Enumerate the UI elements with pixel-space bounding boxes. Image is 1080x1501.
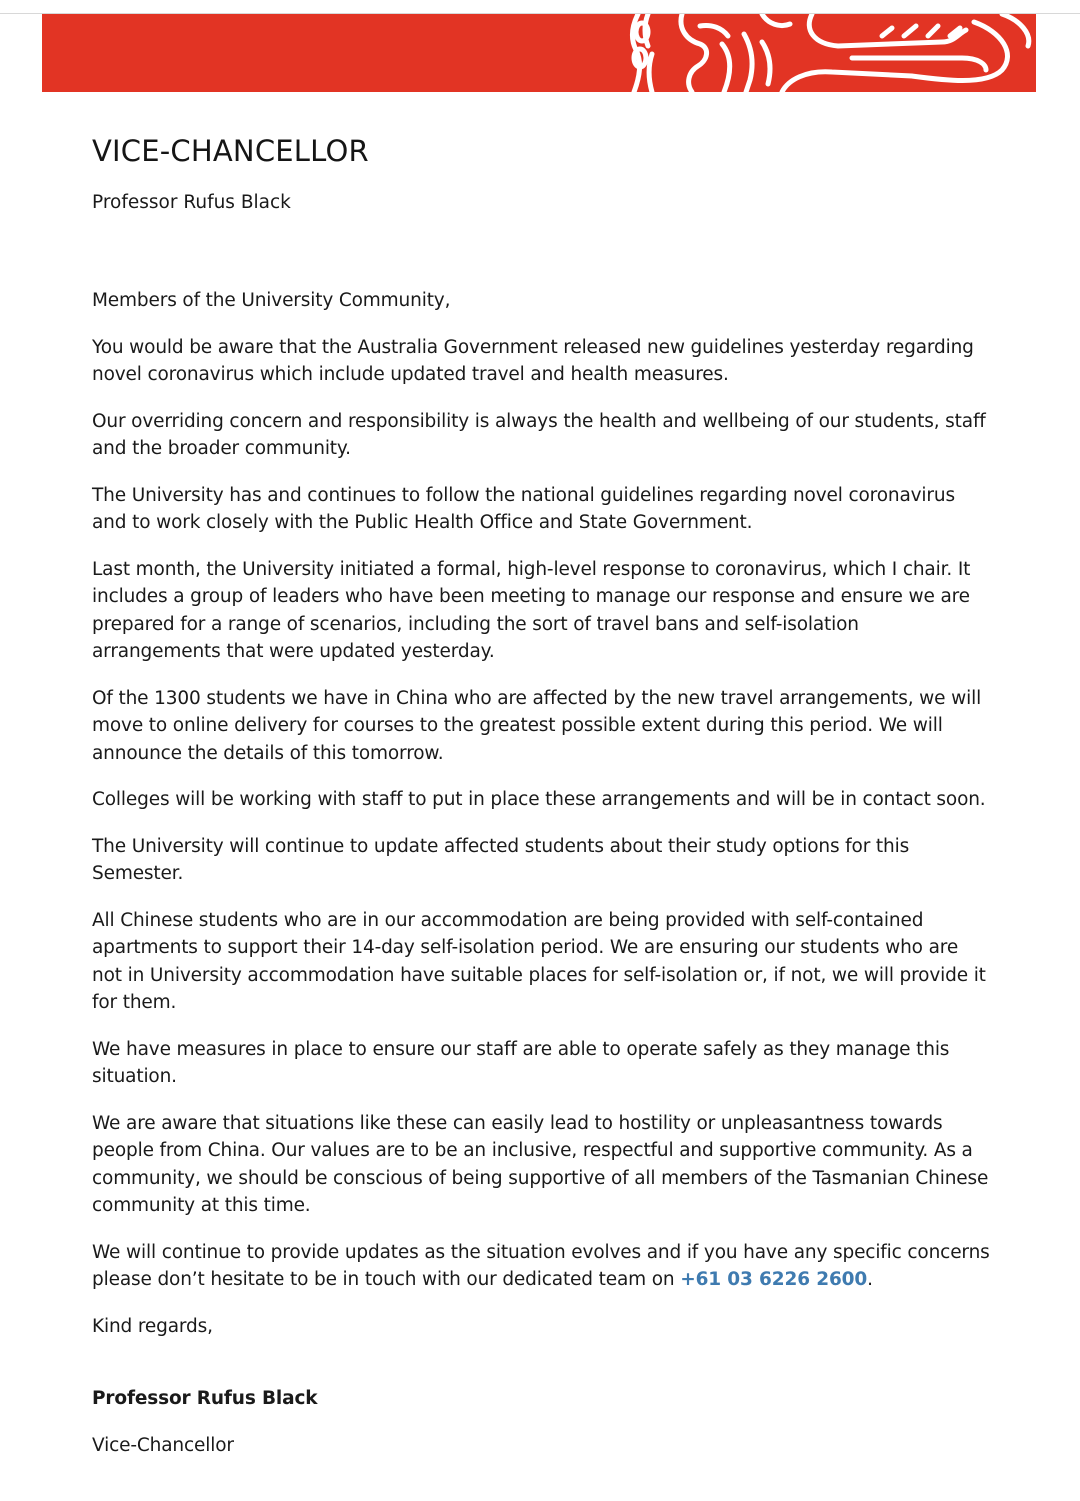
signature-name: Professor Rufus Black [92, 1388, 318, 1409]
contact-paragraph [92, 1239, 992, 1294]
author-subtitle: Professor Rufus Black [92, 192, 291, 213]
signature-role: Vice-Chancellor [92, 1434, 234, 1456]
lion-emblem-icon [582, 14, 1036, 92]
letter-body [92, 287, 992, 1478]
paragraph: All Chinese students who are in our accommodation are being provided with self-contained apartments to support their 14-day self-isolation period. We are ensuring our students who are not in University accommodation have suitable places for self-isolation or, if not, we will provide it for them. [92, 909, 986, 1013]
salutation: Members of the University Community, [92, 290, 451, 311]
contact-text: We will continue to provide updates as the situation evolves and if you have any specific concerns please don’t hesitate to be in touch with our dedicated team on [92, 1241, 990, 1290]
paragraph: Of the 1300 students we have in China who are affected by the new travel arrangements, we will move to online delivery for courses to the greatest possible extent during this period. We will announce the details of this tomorrow. [92, 687, 982, 764]
signature-block [92, 1385, 992, 1459]
paragraph: We have measures in place to ensure our staff are able to operate safely as they manage this situation. [92, 1038, 950, 1087]
contact-text-end: . [867, 1269, 873, 1290]
paragraph: Our overriding concern and responsibility is always the health and wellbeing of our students, staff and the broader community. [92, 410, 986, 459]
paragraph: Colleges will be working with staff to put in place these arrangements and will be in contact soon. [92, 789, 986, 810]
page-title: VICE-CHANCELLOR [92, 134, 369, 168]
phone-link[interactable]: +61 03 6226 2600 [680, 1269, 868, 1290]
closing: Kind regards, [92, 1315, 213, 1337]
paragraph: Last month, the University initiated a formal, high-level response to coronavirus, which I chair. It includes a group of leaders who have been meeting to manage our response and ensure we are prepared for a range of scenarios, including the sort of travel bans and self-isolation arrangements that were updated yesterday. [92, 558, 971, 662]
paragraph: The University will continue to update affected students about their study options for this Semester. [92, 835, 910, 884]
header-banner [42, 14, 1036, 92]
paragraph: You would be aware that the Australia Government released new guidelines yesterday regarding novel coronavirus which include updated travel and health measures. [92, 336, 974, 385]
paragraph: The University has and continues to follow the national guidelines regarding novel coronavirus and to work closely with the Public Health Office and State Government. [92, 484, 955, 533]
paragraph: We are aware that situations like these can easily lead to hostility or unpleasantness towards people from China. Our values are to be an inclusive, respectful and supportive community. As a community, we should be conscious of being supportive of all members of the Tasmanian Chinese community at this time. [92, 1112, 989, 1216]
